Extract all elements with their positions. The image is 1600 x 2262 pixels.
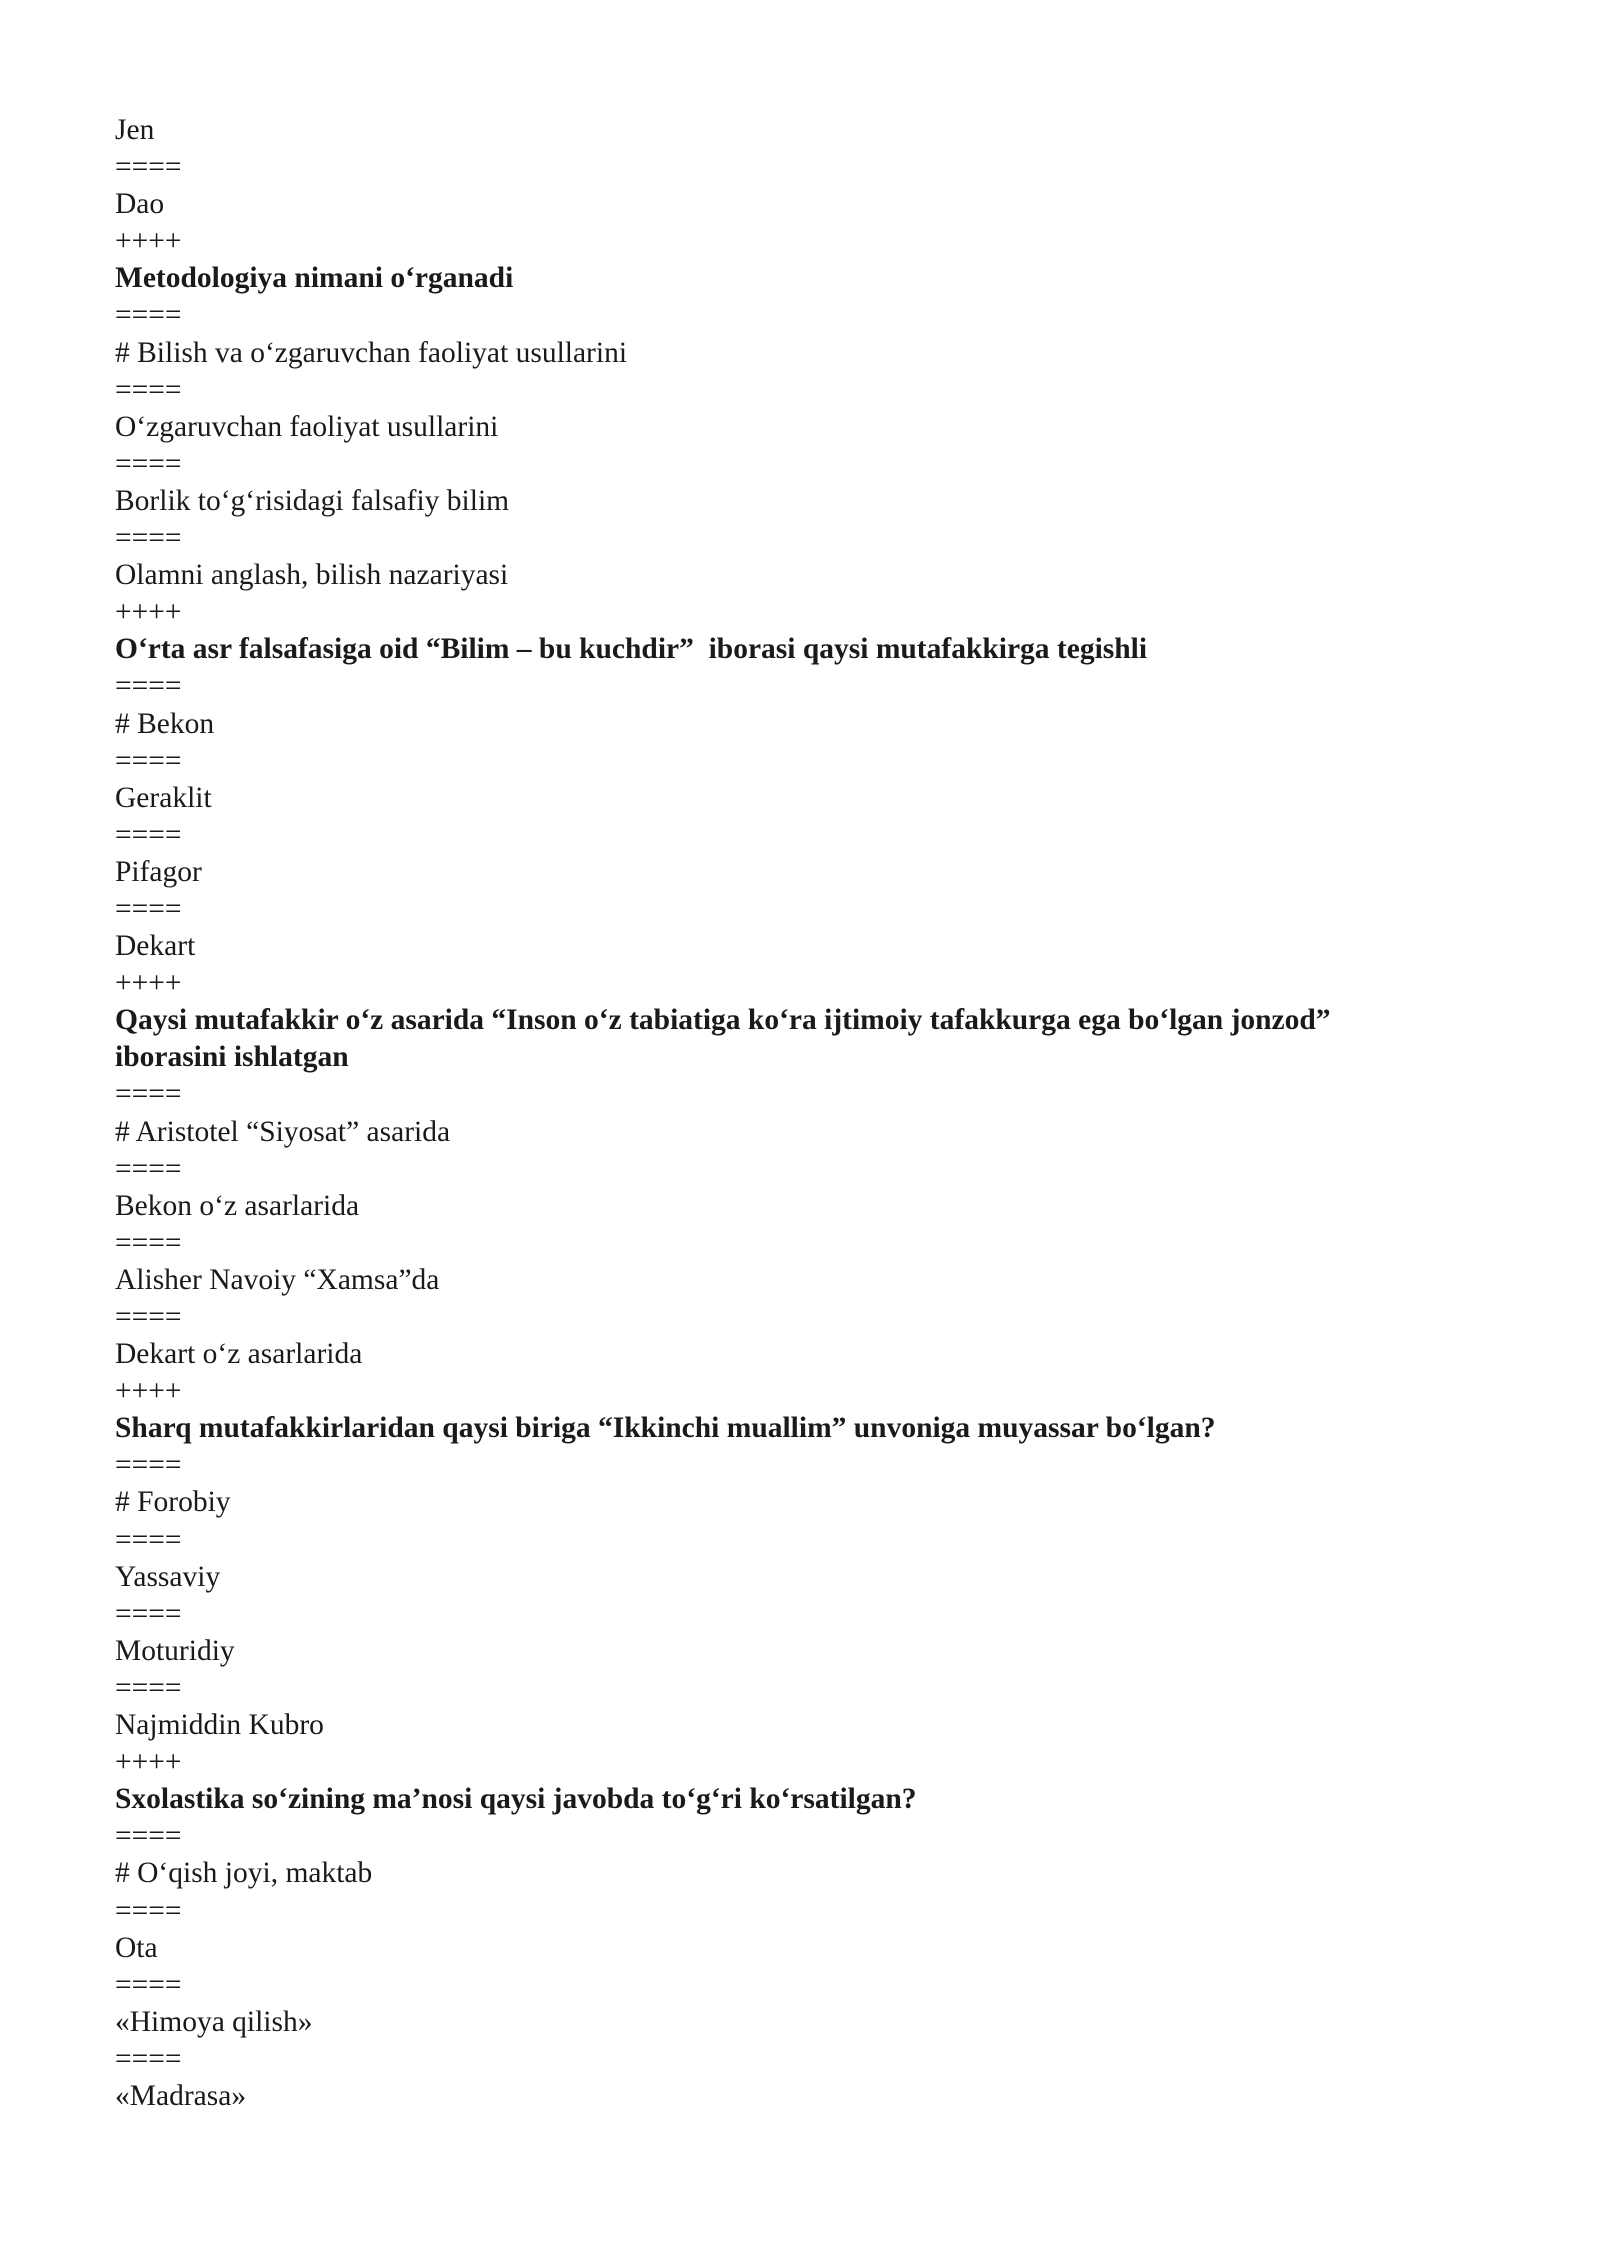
answer-option: Moturidiy [115,1634,235,1667]
option-separator: ==== [115,1597,182,1630]
option-separator: ==== [115,151,182,184]
option-separator: ==== [115,1820,182,1853]
answer-option: Borlik to‘g‘risidagi falsafiy bilim [115,484,510,517]
option-separator: ==== [115,1449,182,1482]
answer-option: Geraklit [115,781,212,814]
answer-option: Pifagor [115,855,202,888]
correct-answer: # Bilish va o‘zgaruvchan faoliyat usullarini [115,336,628,369]
question-text: Metodologiya nimani o‘rganadi [115,262,514,295]
answer-option: «Himoya qilish» [115,2005,313,2038]
option-separator: ==== [115,522,182,555]
question-text: Sxolastika so‘zining ma’nosi qaysi javobda to‘g‘ri ko‘rsatilgan? [115,1783,917,1816]
option-separator: ==== [115,892,182,925]
option-separator: ==== [115,1152,182,1185]
question-separator: ++++ [115,1375,182,1408]
option-separator: ==== [115,2042,182,2075]
answer-option: Ota [115,1931,158,1964]
option-separator: ==== [115,373,182,406]
option-separator: ==== [115,670,182,703]
option-separator: ==== [115,447,182,480]
correct-answer: # O‘qish joyi, maktab [115,1857,373,1890]
option-separator: ==== [115,1968,182,2001]
document-body [115,112,1495,2115]
correct-answer: # Bekon [115,707,215,740]
question-text: O‘rta asr falsafasiga oid “Bilim – bu kuchdir” iborasi qaysi mutafakkirga tegishli [115,633,1148,666]
correct-answer: # Aristotel “Siyosat” asarida [115,1115,451,1148]
option-separator: ==== [115,818,182,851]
option-separator: ==== [115,1301,182,1333]
option-separator: ==== [115,1523,182,1556]
answer-option: «Madrasa» [115,2079,247,2112]
answer-option: Dekart [115,930,196,963]
option-separator: ==== [115,1078,182,1111]
question-separator: ++++ [115,967,182,1000]
answer-option: Olamni anglash, bilish nazariyasi [115,559,509,592]
option-separator: ==== [115,1894,182,1927]
answer-option: O‘zgaruvchan faoliyat usullarini [115,410,499,443]
question-separator: ++++ [115,596,182,629]
answer-option: Yassaviy [115,1560,221,1593]
question-separator: ++++ [115,1746,182,1779]
question-separator: ++++ [115,225,182,258]
question-text: iborasini ishlatgan [115,1041,349,1074]
correct-answer: # Forobiy [115,1486,231,1519]
option-separator: ==== [115,1671,182,1704]
answer-option: Dekart o‘z asarlarida [115,1338,363,1371]
question-text: Qaysi mutafakkir o‘z asarida “Inson o‘z tabiatiga ko‘ra ijtimoiy tafakkurga ega bo‘lgan jonzod” [115,1004,1331,1037]
answer-option: Alisher Navoiy “Xamsa”da [115,1263,440,1296]
question-text: Sharq mutafakkirlaridan qaysi biriga “Ikkinchi muallim” unvoniga muyassar bo‘lgan? [115,1412,1216,1445]
option-separator: ==== [115,1226,182,1259]
answer-option: Dao [115,188,165,221]
option-separator: ==== [115,744,182,777]
answer-option: Jen [115,114,155,146]
answer-option: Najmiddin Kubro [115,1709,324,1742]
option-separator: ==== [115,299,182,332]
answer-option: Bekon o‘z asarlarida [115,1189,360,1222]
